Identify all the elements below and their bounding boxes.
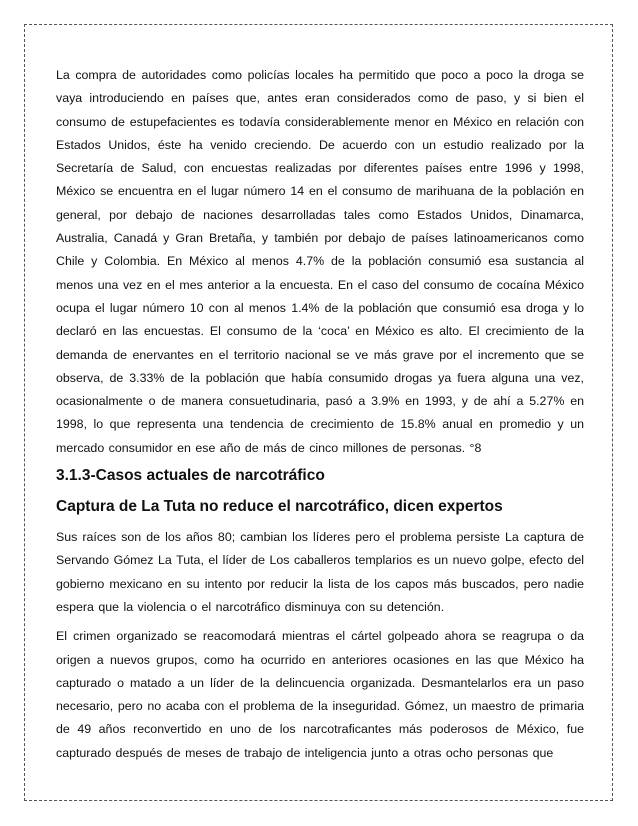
document-body: [56, 64, 584, 771]
article-heading: Captura de La Tuta no reduce el narcotráfico, dicen expertos: [56, 498, 503, 516]
paragraph-organized-crime: El crimen organizado se reacomodará mientras el cártel golpeado ahora se reagrupa o da origen a nuevos grupos, como ha ocurrido en anteriores ocasiones en las que México ha capturado o matado a un líder de la delincuencia organizada. Desmantelarlos era un paso necesario, pero no acaba con el problema de la inseguridad. Gómez, un maestro de primaria de 49 años reconvertido en uno de los narcotraficantes más poderosos de México, fue capturado después de meses de trabajo de inteligencia junto a otras ocho personas que: [56, 629, 584, 760]
section-heading: 3.1.3-Casos actuales de narcotráfico: [56, 467, 325, 485]
paragraph-la-tuta-capture: Sus raíces son de los años 80; cambian los líderes pero el problema persiste La captura de Servando Gómez La Tuta, el líder de Los caballeros templarios es un nuevo golpe, efecto del gobierno mexicano en su intento por reducir la lista de los capos más buscados, pero nadie espera que la violencia o el narcotráfico disminuya con su detención.: [56, 530, 584, 614]
paragraph-drug-consumption: La compra de autoridades como policías locales ha permitido que poco a poco la droga se vaya introduciendo en países que, antes eran considerados como de paso, y si bien el consumo de estupefacientes es todavía considerablemente menor en México en relación con Estados Unidos, éste ha venido creciendo. De acuerdo con un estudio realizado por la Secretaría de Salud, con encuestas realizadas por diferentes países entre 1996 y 1998, México se encuentra en el lugar número 14 en el consumo de marihuana de la población en general, por debajo de naciones desarrolladas tales como Estados Unidos, Dinamarca, Australia, Canadá y Gran Bretaña, y también por debajo de países latinoamericanos como Chile y Colombia. En México al menos 4.7% de la población consumió esa sustancia al menos una vez en el mes anterior a la encuesta. En el caso del consumo de cocaína México ocupa el lugar número 10 con al menos 1.4% de la población que consumió esa droga y lo declaró en las encuestas. El consumo de la ‘coca’ en México es alto. El crecimiento de la demanda de enervantes en el territorio nacional se ve más grave por el incremento que se observa, de 3.33% de la población que había consumido drogas ya fuera alguna una vez, ocasionalmente o de manera consuetudinaria, pasó a 3.9% en 1993, y de ahí a 5.27% en 1998, lo que representa una tendencia de crecimiento de 15.8% anual en promedio y un mercado consumidor en ese año de más de cinco millones de personas. °8: [56, 68, 584, 455]
